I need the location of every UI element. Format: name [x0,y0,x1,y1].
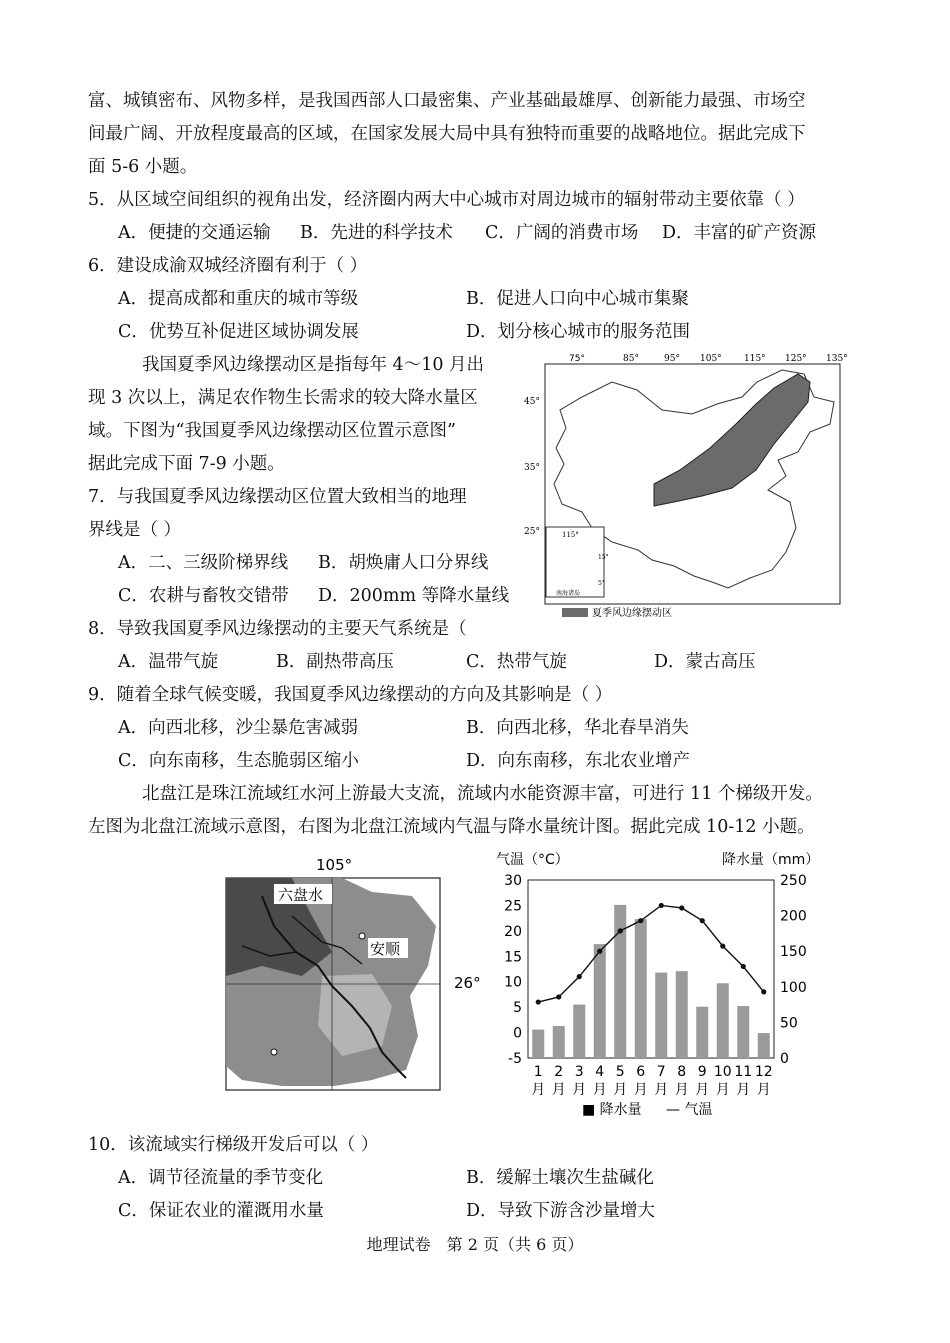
y-left-tick-label: -5 [508,1051,522,1067]
inset-lat-label: 5° [598,580,605,587]
y-right-tick-label: 150 [780,944,807,961]
plot-frame [528,880,774,1058]
y-right-tick-label: 250 [780,873,807,889]
y-left-tick-label: 15 [504,949,522,966]
city-liupanshui: 六盘水 [278,886,324,904]
point-temperature [761,989,766,994]
x-tick-label: 9 [697,1064,707,1080]
y-right-tick-label: 0 [780,1051,789,1067]
inset-lon-label: 115° [562,531,579,539]
legend-line: — 气温 [666,1102,713,1118]
legend-label: 夏季风边缘摆动区 [592,608,672,619]
x-tick-label-unit: 月 [756,1082,771,1098]
x-tick-label-unit: 月 [674,1082,689,1098]
climate-chart [490,846,830,1126]
lon-label: 105° [316,856,353,874]
x-tick-label: 6 [636,1064,646,1080]
basin-map [222,856,480,1096]
q5-option-d[interactable]: D．丰富的矿产资源 [662,223,817,243]
intro-line-1: 富、城镇密布、风物多样，是我国西部人口最密集、产业基础最雄厚、创新能力最强、市场空 [88,91,806,111]
passage2-line-2: 现 3 次以上，满足农作物生长需求的较大降水量区 [88,388,478,408]
x-tick-label: 10 [713,1064,732,1080]
lon-label: 105° [700,354,722,364]
x-tick-label: 4 [595,1064,605,1080]
q7-stem-2: 界线是（ ） [88,520,182,540]
passage2-line-4: 据此完成下面 7-9 小题。 [88,454,285,474]
page-footer: 地理试卷 第 2 页（共 6 页） [366,1235,584,1254]
y-left-tick-label: 10 [504,974,522,991]
point-temperature [741,964,746,969]
x-tick-label-unit: 月 [531,1082,546,1098]
x-tick-label: 5 [615,1064,625,1080]
point-temperature [597,949,602,954]
lat-label: 35° [524,463,540,473]
intro-line-3: 面 5-6 小题。 [88,157,198,177]
q5-option-b[interactable]: B．先进的科学技术 [300,223,453,243]
passage2-line-1: 我国夏季风边缘摆动区是指每年 4～10 月出 [142,355,485,375]
point-temperature [618,928,623,933]
q10-option-d[interactable]: D．导致下游含沙量增大 [466,1201,656,1221]
point-temperature [700,918,705,923]
q5-option-c[interactable]: C．广阔的消费市场 [485,223,639,243]
q8-option-c[interactable]: C．热带气旋 [466,652,567,672]
q7-option-d[interactable]: D．200mm 等降水量线 [318,586,510,606]
x-tick-label: 2 [554,1064,564,1080]
lat-label: 26° [454,974,481,992]
bar-precipitation [532,1030,544,1058]
x-tick-label: 1 [533,1064,543,1080]
q8-option-b[interactable]: B．副热带高压 [276,652,394,672]
point-temperature [679,905,684,910]
point-temperature [577,974,582,979]
y-right-tick-label: 100 [780,979,807,996]
q7-stem-1: 7．与我国夏季风边缘摆动区位置大致相当的地理 [88,487,467,507]
bar-precipitation [717,983,729,1058]
q9-option-b[interactable]: B．向西北移，华北春旱消失 [466,718,689,738]
bar-precipitation [635,919,647,1058]
bar-precipitation [614,905,626,1058]
passage3-line-2: 左图为北盘江流域示意图，右图为北盘江流域内气温与降水量统计图。据此完成 10-12 小题。 [88,817,815,837]
q9-option-d[interactable]: D．向东南移，东北农业增产 [466,751,691,771]
x-tick-label: 8 [677,1064,687,1080]
lat-label: 45° [524,397,540,407]
inset-label: 南海诸岛 [556,590,581,597]
lon-label: 115° [744,354,766,364]
monsoon-map [524,352,857,624]
q10-stem: 10．该流域实行梯级开发后可以（ ） [88,1135,379,1155]
city-marker [271,1049,277,1055]
lon-label: 75° [569,354,585,364]
y-right-label: 降水量（mm） [722,852,820,868]
y-left-label: 气温（°C） [496,852,569,868]
passage2-line-3: 域。下图为“我国夏季风边缘摆动区位置示意图” [88,421,456,441]
x-tick-label: 7 [656,1064,666,1080]
x-tick-label-unit: 月 [654,1082,669,1098]
series-line-temperature [538,905,764,1002]
y-left-tick-label: 5 [513,1000,522,1017]
bar-precipitation [758,1033,770,1058]
legend-swatch [562,608,588,617]
x-tick-label-unit: 月 [592,1082,607,1098]
q9-option-c[interactable]: C．向东南移，生态脆弱区缩小 [118,751,359,771]
q6-option-d[interactable]: D．划分核心城市的服务范围 [466,322,691,342]
q7-option-b[interactable]: B．胡焕庸人口分界线 [318,553,489,573]
x-tick-label-unit: 月 [572,1082,587,1098]
x-tick-label: 11 [734,1064,753,1080]
q9-option-a[interactable]: A．向西北移，沙尘暴危害减弱 [118,718,359,738]
bar-precipitation [655,973,667,1058]
passage3-line-1: 北盘江是珠江流域红水河上游最大支流，流域内水能资源丰富，可进行 11 个梯级开发。 [142,784,823,804]
point-temperature [659,903,664,908]
x-tick-label: 3 [574,1064,584,1080]
city-anshun: 安顺 [370,940,401,958]
lat-label: 25° [524,527,540,537]
q10-option-c[interactable]: C．保证农业的灌溉用水量 [118,1201,324,1221]
legend-bar: ■ 降水量 [582,1102,642,1118]
q6-option-a[interactable]: A．提高成都和重庆的城市等级 [118,289,359,309]
q10-option-b[interactable]: B．缓解土壤次生盐碱化 [466,1168,654,1188]
point-temperature [536,999,541,1004]
q7-option-c[interactable]: C．农耕与畜牧交错带 [118,586,289,606]
x-tick-label: 12 [754,1064,773,1080]
lon-label: 125° [785,354,807,364]
bar-precipitation [594,944,606,1058]
q6-option-b[interactable]: B．促进人口向中心城市集聚 [466,289,689,309]
lon-label: 135° [826,354,848,364]
y-right-tick-label: 200 [780,908,807,925]
x-tick-label-unit: 月 [551,1082,566,1098]
x-tick-label-unit: 月 [715,1082,730,1098]
x-tick-label-unit: 月 [633,1082,648,1098]
bar-precipitation [573,1005,585,1058]
q8-stem: 8．导致我国夏季风边缘摆动的主要天气系统是（ [88,619,467,639]
point-temperature [556,994,561,999]
bar-precipitation [553,1026,565,1058]
x-tick-label-unit: 月 [695,1082,710,1098]
y-right-tick-label: 50 [780,1015,798,1032]
x-tick-label-unit: 月 [736,1082,751,1098]
q7-option-a[interactable]: A．二、三级阶梯界线 [118,553,289,573]
bar-precipitation [737,1006,749,1058]
bar-precipitation [696,1007,708,1058]
y-left-tick-label: 25 [504,898,522,915]
lon-label: 85° [623,354,639,364]
q10-option-a[interactable]: A．调节径流量的季节变化 [118,1168,324,1188]
intro-line-2: 间最广阔、开放程度最高的区域，在国家发展大局中具有独特而重要的战略地位。据此完成下 [88,124,806,144]
q5-stem: 5．从区域空间组织的视角出发，经济圈内两大中心城市对周边城市的辐射带动主要依靠（ ） [88,190,805,210]
q8-option-a[interactable]: A．温带气旋 [118,652,219,672]
bar-precipitation [676,971,688,1058]
q8-option-d[interactable]: D．蒙古高压 [654,652,756,672]
q6-option-c[interactable]: C．优势互补促进区域协调发展 [118,322,359,342]
inset-lat-label: 15° [598,554,609,561]
y-left-tick-label: 30 [504,873,522,889]
q6-stem: 6．建设成渝双城经济圈有利于（ ） [88,256,368,276]
y-left-tick-label: 20 [504,923,522,940]
city-marker [359,933,365,939]
y-left-tick-label: 0 [513,1025,522,1042]
point-temperature [638,918,643,923]
lon-label: 95° [664,354,680,364]
point-temperature [720,944,725,949]
q9-stem: 9．随着全球气候变暖，我国夏季风边缘摆动的方向及其影响是（ ） [88,685,613,705]
q5-option-a[interactable]: A．便捷的交通运输 [118,223,271,243]
x-tick-label-unit: 月 [613,1082,628,1098]
